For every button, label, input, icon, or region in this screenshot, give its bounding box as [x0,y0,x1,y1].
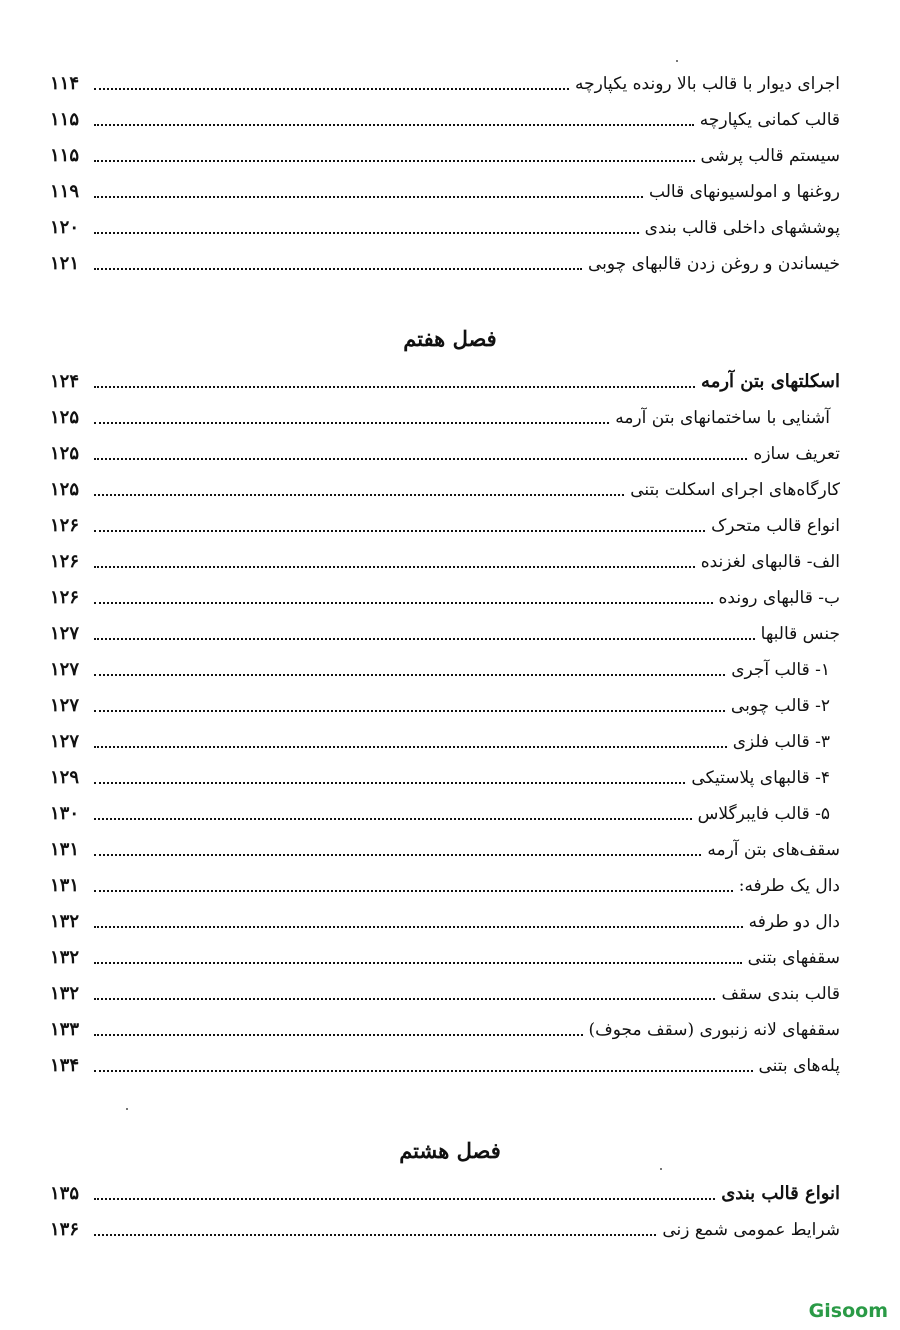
dot-leader [94,638,755,640]
toc-entry [50,688,840,718]
dot-leader [94,710,725,712]
toc-entry [50,138,840,168]
toc-entry [50,66,840,96]
entry-title: سقف‌های بتن آرمه [707,840,840,860]
entry-title: ۳- قالب فلزی [732,732,830,752]
dot-leader [94,494,624,496]
dot-leader [94,88,569,90]
entry-page-number: ۱۳۱ [50,839,80,860]
entry-page-number: ۱۲۵ [50,407,80,428]
dot-leader [94,566,695,568]
entry-title: تعریف سازه [753,444,840,464]
entry-title: دال یک طرفه: [738,876,840,896]
toc-entry [50,102,840,132]
entry-title: قالب بندی سقف [721,984,840,1004]
entry-page-number: ۱۲۷ [50,623,80,644]
toc-entry [50,580,840,610]
toc-entry [50,904,840,934]
toc-entry [50,544,840,574]
entry-page-number: ۱۲۷ [50,659,80,680]
entry-title: انواع قالب بندی [721,1183,840,1204]
entry-title: دال دو طرفه [748,912,840,932]
dot-leader [94,422,609,424]
entry-title: کارگاه‌های اجرای اسکلت بتنی [630,480,840,500]
entry-page-number: ۱۲۵ [50,479,80,500]
entry-page-number: ۱۳۲ [50,947,80,968]
dot-leader [94,124,694,126]
entry-title: ۱- قالب آجری [731,660,830,680]
dot-leader [94,854,701,856]
toc-entry [50,1048,840,1078]
entry-title: پله‌های بتنی [758,1056,840,1076]
dot-leader [94,602,713,604]
dot-leader [94,890,733,892]
entry-page-number: ۱۲۷ [50,731,80,752]
entry-title: شرایط عمومی شمع زنی [662,1220,840,1240]
entry-page-number: ۱۳۴ [50,1055,80,1076]
entry-title: ۵- قالب فایبرگلاس [697,804,830,824]
toc-entry [50,472,840,502]
entry-page-number: ۱۲۵ [50,443,80,464]
toc-entry [50,652,840,682]
toc-entry [50,246,840,276]
toc-entry [50,940,840,970]
chapter-heading: فصل هشتم [399,1138,501,1163]
entry-page-number: ۱۳۶ [50,1219,80,1240]
toc-entry [50,760,840,790]
entry-title: قالب کمانی یکپارچه [699,110,840,130]
dot-leader [94,196,643,198]
dot-leader [94,530,705,532]
dot-leader [94,268,582,270]
entry-page-number: ۱۳۳ [50,1019,80,1040]
toc-entry [50,724,840,754]
entry-page-number: ۱۱۵ [50,145,80,166]
entry-page-number: ۱۲۱ [50,253,80,274]
entry-title: ب- قالبهای رونده [718,588,840,608]
entry-title: خیساندن و روغن زدن قالبهای چوبی [588,254,840,274]
toc-entry [50,174,840,204]
dot-leader [94,1198,715,1200]
entry-page-number: ۱۲۶ [50,515,80,536]
toc-entry [50,868,840,898]
entry-page-number: ۱۳۲ [50,911,80,932]
dot-leader [94,386,695,388]
entry-page-number: ۱۲۶ [50,551,80,572]
toc-entry [50,1176,840,1206]
dot-leader [94,1070,753,1072]
entry-title: سیستم قالب پرشی [700,146,840,166]
entry-page-number: ۱۲۷ [50,695,80,716]
entry-title: جنس قالبها [760,624,840,644]
chapter-heading: فصل هفتم [403,326,497,351]
toc-entry [50,400,840,430]
entry-page-number: ۱۱۵ [50,109,80,130]
scan-speck [676,60,678,62]
toc-entry [50,616,840,646]
entry-title: آشنایی با ساختمانهای بتن آرمه [615,408,830,428]
entry-page-number: ۱۱۹ [50,181,80,202]
entry-title: سقفهای بتنی [747,948,840,968]
entry-title: ۴- قالبهای پلاستیکی [691,768,830,788]
entry-title: الف- قالبهای لغزنده [700,552,840,572]
toc-entry [50,210,840,240]
dot-leader [94,1234,656,1236]
dot-leader [94,458,747,460]
dot-leader [94,818,692,820]
entry-page-number: ۱۳۱ [50,875,80,896]
entry-page-number: ۱۲۹ [50,767,80,788]
entry-title: ۲- قالب چوبی [730,696,830,716]
toc-entry [50,1212,840,1242]
entry-page-number: ۱۱۴ [50,73,80,94]
dot-leader [94,746,727,748]
dot-leader [94,926,743,928]
dot-leader [94,782,685,784]
entry-title: انواع قالب متحرک [711,516,840,536]
toc-entry [50,796,840,826]
toc-entry [50,1012,840,1042]
gisoom-logo: Gisoom [808,1300,888,1322]
scan-speck [660,1168,662,1170]
entry-title: اسکلتهای بتن آرمه [701,371,840,392]
entry-title: پوششهای داخلی قالب بندی [644,218,840,238]
entry-title: سقفهای لانه زنبوری (سقف مجوف) [588,1020,840,1040]
dot-leader [94,232,639,234]
entry-page-number: ۱۳۵ [50,1183,80,1204]
entry-title: روغنها و امولسیونهای قالب [649,182,840,202]
dot-leader [94,998,715,1000]
toc-entry [50,508,840,538]
dot-leader [94,1034,583,1036]
entry-page-number: ۱۲۴ [50,371,80,392]
toc-entry [50,976,840,1006]
dot-leader [94,160,695,162]
toc-entry [50,364,840,394]
toc-entry [50,436,840,466]
toc-entry [50,832,840,862]
entry-page-number: ۱۳۰ [50,803,80,824]
dot-leader [94,962,742,964]
scan-speck [126,1108,128,1110]
dot-leader [94,674,725,676]
entry-title: اجرای دیوار با قالب بالا رونده یکپارچه [574,74,840,94]
entry-page-number: ۱۳۲ [50,983,80,1004]
entry-page-number: ۱۲۶ [50,587,80,608]
entry-page-number: ۱۲۰ [50,217,80,238]
